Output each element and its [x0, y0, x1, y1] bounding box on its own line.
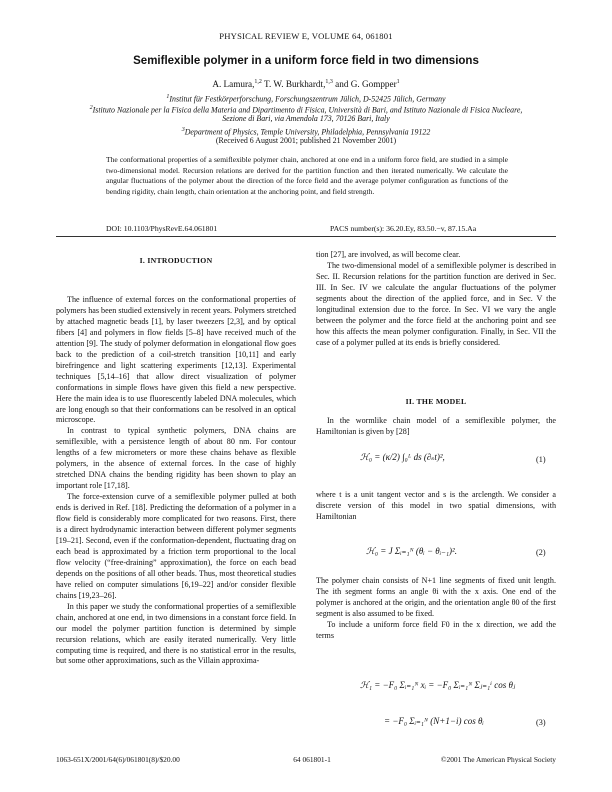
- received-date: (Received 6 August 2001; published 21 November 2001): [215, 136, 397, 145]
- author-list: [0, 79, 612, 89]
- paper-title: Semiflexible polymer in a uniform force field in two dimensions: [133, 55, 479, 67]
- affiliation-2: $^2$Istituto Nazionale per la Fisica della Materia and Dipartimento di Fisica, Università di Bari, and Istituto Nazionale di Fisica Nucleare,: [89, 105, 523, 115]
- author-1-sup: 1,2: [254, 79, 262, 85]
- paragraph: The influence of external forces on the conformational properties of polymers has been studied extensively in recent years. Polymers stretched by attached magnetic beads [1], by laser tweezers [2,3], and by optical fibers [4] and polymers in flow fields [5–8] have received much of the attention [9]. The study of polymer deformation in elongational flow goes back to the prediction of a coil-stretch transition [10,11] and early birefringence and light scattering experiments [12,13]. Experimental techniques [5,14–16] that allow direct visualization of polymer conformations in simple flows have given this field a new perspective. Here the main idea is to use fluorescently labeled DNA molecules, which are long enough so that their conformations can be resolved in an optical microscope.: [56, 295, 296, 425]
- equation-2: ℋ₀ = J Σᵢ₌₁ᴺ (θᵢ − θᵢ₋₁)².: [366, 546, 457, 556]
- header-divider: [56, 236, 556, 237]
- equation-2-number: (2): [536, 548, 546, 557]
- right-column-top: [316, 250, 556, 349]
- affiliation-2-cont: Sezione di Bari, via Amendola 173, 70126 Bari, Italy: [222, 114, 390, 123]
- equation-1-number: (1): [536, 455, 546, 464]
- paragraph: tion [27], are involved, as will become clear.: [316, 250, 461, 259]
- paragraph: The force-extension curve of a semiflexible polymer pulled at both ends is derived in Ref. [18]. Predicting the deformation of a polymer in a flow field is considerably more complicated for two reasons. First, there is a direct hydrodynamic interaction between different polymer segments [19–21]. Second, even if the conformation-dependent, fluctuating drag on each bead is approximated by a friction term proportional to the local flow velocity (“free-draining” approximation), the force on each bead depends on the positions of all other beads. Thus, most theoretical studies have relied on computer simulations [6,19–22] and/or consider flexible chains [19,23–26].: [56, 492, 296, 600]
- journal-header: PHYSICAL REVIEW E, VOLUME 64, 061801: [219, 31, 393, 41]
- paragraph: In contrast to typical synthetic polymers, DNA chains are semiflexible, with a persistence length of about 80 nm. For contour lengths of a few micrometers or more these chains behave as flexible polymers, in the absence of external forces. In the case of highly stretched DNA chains the bending rigidity has been shown to play an important role [17,18].: [56, 426, 296, 491]
- model-para-1: In the wormlike chain model of a semiflexible polymer, the Hamiltonian is given by [28]: [316, 416, 556, 436]
- equation-1: ℋ₀ = (κ/2) ∫₀ᴸ ds (∂ₛt)²,: [360, 452, 445, 462]
- affiliation-3: $^3$Department of Physics, Temple University, Philadelphia, Pennsylvania 19122: [181, 127, 431, 137]
- paragraph: The two-dimensional model of a semiflexible polymer is described in Sec. II. Recursion relations for the partition function are derived in Sec. III. In Sec. IV we calculate the angular fluctuations of the polymer segments about the direction of the applied force, and in Sec. V the longitudinal extension due to the force. In Sec. VI we vary the angle between the polymer and the force field at the anchoring point and see how this affects the mean polymer configuration. Finally, in Sec. VII the case of a polymer pulled at its ends is briefly considered.: [316, 260, 556, 347]
- left-column: [56, 295, 296, 667]
- author-3-sup: 1: [396, 79, 400, 85]
- footer-page-number: 64 061801-1: [293, 755, 331, 764]
- paragraph: In this paper we study the conformational properties of a semiflexible chain, anchored at one end, in two dimensions in a constant force field. In our model the polymer partition function is determined by simple recursion relations, which are easily iterated numerically. Very little computing time is required, and there is no statistical error in the results, but some other approximations, such as the Villain approxima-: [56, 601, 296, 666]
- section-intro-heading: I. INTRODUCTION: [139, 256, 213, 265]
- author-1: A. Lamura,: [212, 79, 255, 90]
- abstract: The conformational properties of a semiflexible polymer chain, anchored at one end in a uniform force field, are studied in a simple two-dimensional model. Recursion relations are derived for the partition function and then iterated numerically. We calculate the angular fluctuations of the polymer about the direction of the force field and the average polymer configuration as functions of the bending rigidity, chain length, chain orientation at the anchoring point, and field strength.: [106, 155, 508, 196]
- equation-3a: ℋ₁ = −F₀ Σᵢ₌₁ᴺ xᵢ = −F₀ Σᵢ₌₁ᴺ Σⱼ₌₁ⁱ cos θⱼ: [360, 680, 516, 690]
- author-2: T. W. Burkhardt,: [264, 79, 326, 90]
- author-2-sup: 1,3: [325, 79, 333, 85]
- model-para-3: The polymer chain consists of N+1 line segments of fixed unit length. The ith segment forms an angle θi with the x axis. One end of the polymer is anchored at the origin, and the orientation angle θ0 of the first segment is also assumed to be fixed. To include a uniform force field F0 in the x direction, we add the terms: [316, 576, 556, 640]
- equation-3-number: (3): [536, 718, 546, 727]
- doi: DOI: 10.1103/PhysRevE.64.061801: [106, 224, 218, 233]
- model-para-2: where t is a unit tangent vector and s is the arclength. We consider a discrete version of this model in two spatial dimensions, with Hamiltonian: [316, 490, 556, 521]
- equation-3b: = −F₀ Σᵢ₌₁ᴺ (N+1−i) cos θᵢ: [384, 716, 484, 726]
- footer-issn: 1063-651X/2001/64(6)/061801(8)/$20.00: [56, 755, 180, 764]
- author-3: and G. Gompper: [335, 79, 397, 90]
- pacs-numbers: PACS number(s): 36.20.Ey, 83.50.−v, 87.15.Aa: [330, 224, 477, 233]
- section-model-heading: II. THE MODEL: [405, 397, 467, 406]
- affiliation-1: $^1$Institut für Festkörperforschung, Forschungszentrum Jülich, D-52425 Jülich, Germany: [166, 94, 446, 104]
- footer-copyright: ©2001 The American Physical Society: [440, 755, 556, 764]
